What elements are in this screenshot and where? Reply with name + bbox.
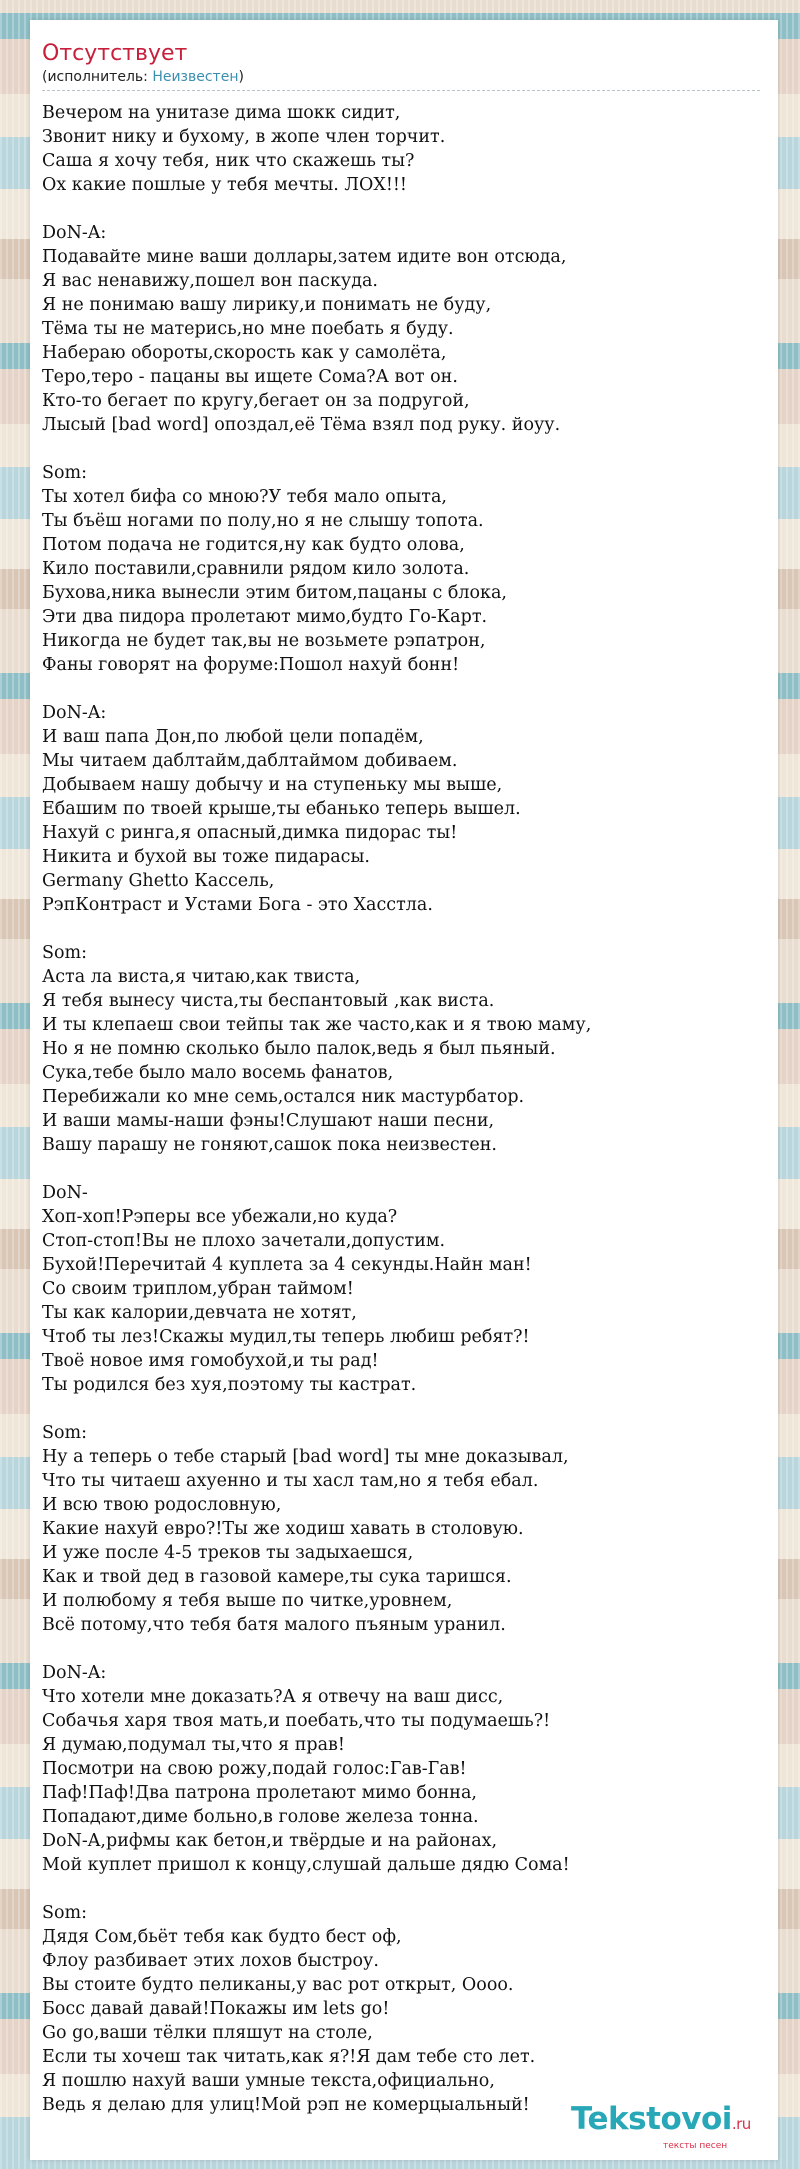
lyric-line: РэпКонтраст и Устами Бога - это Хасстла.: [42, 895, 433, 915]
lyric-line: Ну а теперь о тебе старый [bad word] ты мне доказывал,: [42, 1447, 569, 1467]
lyric-line: Никогда не будет так,вы не возьмете рэпатрон,: [42, 631, 486, 651]
lyric-line: Звонит нику и бухому, в жопе член торчит.: [42, 127, 446, 147]
lyric-line: Собачья харя твоя мать,и поебать,что ты подумаешь?!: [42, 1711, 551, 1731]
lyrics-card: [30, 20, 778, 2160]
lyric-line: Фаны говорят на форуме:Пошол нахуй бонн!: [42, 655, 460, 675]
performer-suffix: ): [238, 69, 244, 85]
lyric-line: Я вас ненавижу,пошел вон паскуда.: [42, 271, 378, 291]
logo-name: Tekstovoi: [571, 2101, 732, 2137]
logo-domain: .ru: [731, 2115, 751, 2133]
lyric-line: И ты клепаеш свои тейпы так же часто,как и я твою маму,: [42, 1015, 592, 1035]
song-header: [42, 40, 760, 91]
lyric-line: Тёма ты не матерись,но мне поебать я буду.: [42, 319, 454, 339]
lyric-line: Som:: [42, 1903, 88, 1923]
lyrics-text: [42, 101, 778, 2117]
lyric-line: Саша я хочу тебя, ник что скажешь ты?: [42, 151, 415, 171]
lyric-line: И уже после 4-5 треков ты задыхаешся,: [42, 1543, 414, 1563]
lyric-line: Но я не помню сколько было палок,ведь я был пьяный.: [42, 1039, 556, 1059]
tekstovoi-logo[interactable]: [571, 2102, 771, 2158]
lyric-line: И всю твою родословную,: [42, 1495, 282, 1515]
lyric-line: И ваш папа Дон,по любой цели попадём,: [42, 727, 424, 747]
lyric-line: DoN-A:: [42, 1663, 107, 1683]
verse: [42, 1181, 778, 1397]
lyric-line: Бухой!Перечитай 4 куплета за 4 секунды.Найн ман!: [42, 1255, 532, 1275]
lyric-line: Ебашим по твоей крыше,ты ебанько теперь вышел.: [42, 799, 521, 819]
lyric-line: Кто-то бегает по кругу,бегает он за подругой,: [42, 391, 470, 411]
lyric-line: Germany Ghetto Кассель,: [42, 871, 275, 891]
lyric-line: Стоп-стоп!Вы не плохо зачетали,допустим.: [42, 1231, 446, 1251]
lyric-line: Хоп-хоп!Рэперы все убежали,но куда?: [42, 1207, 398, 1227]
lyric-line: DoN-A:: [42, 223, 107, 243]
lyric-line: Подавайте мине ваши доллары,затем идите вон отсюда,: [42, 247, 567, 267]
lyric-line: Паф!Паф!Два патрона пролетают мимо бонна,: [42, 1783, 477, 1803]
lyric-line: Набераю обороты,скорость как у самолёта,: [42, 343, 447, 363]
lyric-line: Вы стоите будто пеликаны,у вас рот открыт, Оооо.: [42, 1975, 514, 1995]
lyric-line: Если ты хочеш так читать,как я?!Я дам тебе сто лет.: [42, 2047, 536, 2067]
lyric-line: Ведь я делаю для улиц!Мой рэп не комерцыальный!: [42, 2095, 530, 2115]
lyric-line: DoN-A,рифмы как бетон,и твёрдые и на районах,: [42, 1831, 498, 1851]
lyric-line: Мой куплет пришол к концу,слушай дальше дядю Сома!: [42, 1855, 570, 1875]
lyric-line: Сука,тебе было мало восемь фанатов,: [42, 1063, 394, 1083]
performer-link[interactable]: Неизвестен: [152, 69, 239, 85]
verse: [42, 461, 778, 677]
lyric-line: Лысый [bad word] опоздал,её Тёма взял под руку. йоуу.: [42, 415, 561, 435]
lyric-line: Бухова,ника вынесли этим битом,пацаны с блока,: [42, 583, 507, 603]
lyric-line: Я думаю,подумал ты,что я прав!: [42, 1735, 345, 1755]
verse: [42, 1901, 778, 2117]
lyric-line: Som:: [42, 943, 88, 963]
lyric-line: Дядя Сом,бьёт тебя как будто бест оф,: [42, 1927, 402, 1947]
verse: [42, 701, 778, 917]
lyric-line: Аста ла виста,я читаю,как твиста,: [42, 967, 361, 987]
lyric-line: Go go,ваши тёлки пляшут на столе,: [42, 2023, 373, 2043]
lyric-line: Посмотри на свою рожу,подай голос:Гав-Гав!: [42, 1759, 467, 1779]
lyric-line: Вашу парашу не гоняют,сашок пока неизвестен.: [42, 1135, 497, 1155]
lyric-line: Какие нахуй евро?!Ты же ходиш хавать в столовую.: [42, 1519, 524, 1539]
verse: [42, 101, 778, 197]
lyric-line: Ты хотел бифа со мною?У тебя мало опыта,: [42, 487, 447, 507]
lyric-line: Теро,теро - пацаны вы ищете Сома?А вот он.: [42, 367, 458, 387]
lyric-line: Кило поставили,сравнили рядом кило золота.: [42, 559, 470, 579]
lyric-line: Что хотели мне доказать?А я отвечу на ваш дисс,: [42, 1687, 504, 1707]
lyric-line: Твоё новое имя гомобухой,и ты рад!: [42, 1351, 379, 1371]
lyric-line: DoN-A:: [42, 703, 107, 723]
lyric-line: И ваши мамы-наши фэны!Слушают наши песни,: [42, 1111, 495, 1131]
verse: [42, 941, 778, 1157]
verse: [42, 1421, 778, 1637]
lyric-line: Я тебя вынесу чиста,ты беспантовый ,как виста.: [42, 991, 495, 1011]
lyric-line: Ох какие пошлые у тебя мечты. ЛОХ!!!: [42, 175, 407, 195]
lyric-line: Всё потому,что тебя батя малого пъяным уранил.: [42, 1615, 506, 1635]
lyric-line: Ты как калории,девчата не хотят,: [42, 1303, 357, 1323]
lyric-line: Как и твой дед в газовой камере,ты сука таришся.: [42, 1567, 512, 1587]
song-performer: [42, 68, 760, 86]
lyric-line: Ты родился без хуя,поэтому ты кастрат.: [42, 1375, 417, 1395]
lyric-line: Я пошлю нахуй ваши умные текста,официально,: [42, 2071, 495, 2091]
lyric-line: Добываем нашу добычу и на ступеньку мы выше,: [42, 775, 503, 795]
lyric-line: Мы читаем даблтайм,даблтаймом добиваем.: [42, 751, 458, 771]
lyric-line: Som:: [42, 463, 88, 483]
verse: [42, 221, 778, 437]
lyric-line: Босс давай давай!Покажы им lets go!: [42, 1999, 390, 2019]
performer-prefix: (исполнитель:: [42, 69, 153, 85]
lyric-line: Ты бъёш ногами по полу,но я не слышу топота.: [42, 511, 484, 531]
logo-tagline: тексты песен: [663, 2141, 728, 2151]
lyric-line: Перебижали ко мне семь,остался ник мастурбатор.: [42, 1087, 525, 1107]
song-title: Отсутствует: [42, 41, 188, 66]
lyric-line: Вечером на унитазе дима шокк сидит,: [42, 103, 401, 123]
lyric-line: Я не понимаю вашу лирику,и понимать не буду,: [42, 295, 492, 315]
lyric-line: Чтоб ты лез!Скажы мудил,ты теперь любиш ребят?!: [42, 1327, 530, 1347]
lyric-line: Попадают,диме больно,в голове железа тонна.: [42, 1807, 479, 1827]
verse: [42, 1661, 778, 1877]
lyric-line: Потом подача не годится,ну как будто олова,: [42, 535, 465, 555]
lyric-line: И полюбому я тебя выше по читке,уровнем,: [42, 1591, 453, 1611]
lyric-line: Флоу разбивает этих лохов быстроу.: [42, 1951, 379, 1971]
lyric-line: DoN-: [42, 1183, 88, 1203]
lyric-line: Эти два пидора пролетают мимо,будто Го-Карт.: [42, 607, 488, 627]
lyric-line: Нахуй с ринга,я опасный,димка пидорас ты!: [42, 823, 458, 843]
lyric-line: Со своим триплом,убран таймом!: [42, 1279, 354, 1299]
lyric-line: Som:: [42, 1423, 88, 1443]
lyric-line: Что ты читаеш ахуенно и ты хасл там,но я тебя ебал.: [42, 1471, 539, 1491]
lyric-line: Никита и бухой вы тоже пидарасы.: [42, 847, 370, 867]
